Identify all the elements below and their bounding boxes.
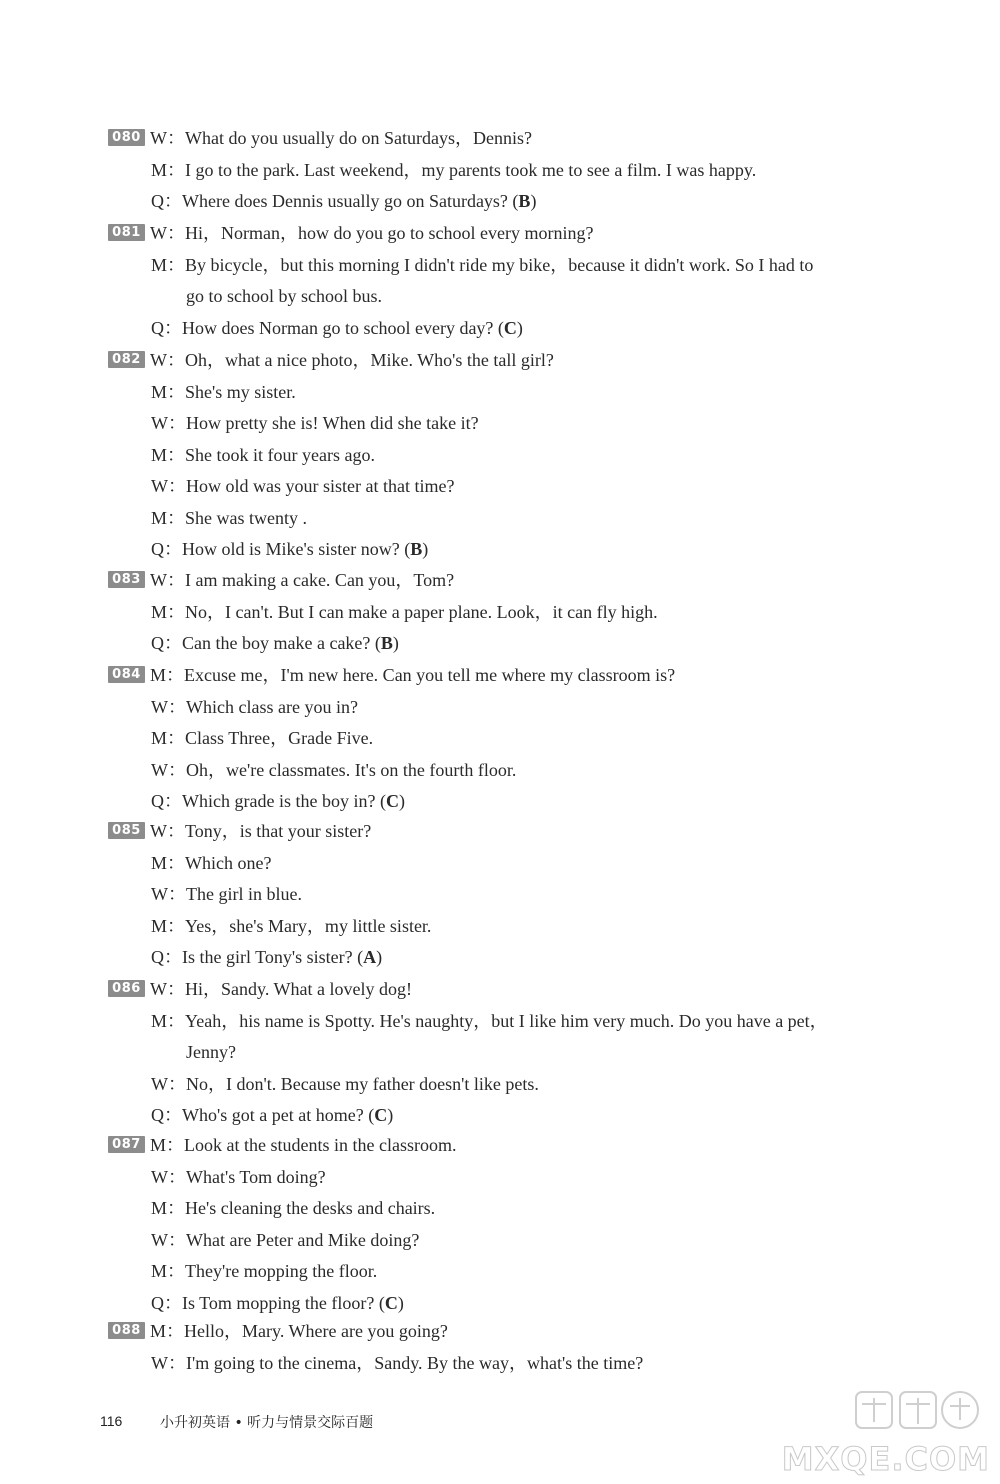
- answer-close-paren: ): [397, 1292, 404, 1313]
- dialogue-line: [151, 190, 536, 212]
- speaker-label: Q：: [151, 1292, 182, 1313]
- speaker-label: Q：: [151, 1105, 182, 1125]
- watermark-url: MXQE.COM: [781, 1440, 990, 1478]
- dialogue-line: [150, 1134, 456, 1156]
- dialogue-line: [151, 254, 813, 276]
- dialogue-text: Excuse me，I'm new here. Can you tell me where my classroom is?: [184, 665, 676, 685]
- speaker-label: Q：: [151, 317, 182, 338]
- dialogue-text: Tony，is that your sister?: [185, 821, 372, 841]
- dialogue-line: [151, 1166, 326, 1188]
- speaker-label: M：: [151, 728, 186, 748]
- dialogue-text: Yes，she's Mary，my little sister.: [185, 915, 432, 936]
- answer-letter: A: [363, 947, 377, 967]
- speaker-label: M：: [151, 852, 186, 873]
- dialogue-line: [151, 1229, 419, 1251]
- dialogue-text: Which grade is the boy in? (: [182, 791, 386, 811]
- dialogue-text: They're mopping the floor.: [185, 1261, 378, 1281]
- speaker-label: W：: [151, 696, 186, 717]
- dialogue-line: [150, 569, 454, 591]
- dialogue-line: [151, 1260, 377, 1282]
- dialogue-text: She was twenty .: [185, 507, 307, 528]
- dialogue-line: [150, 978, 412, 1000]
- speaker-label: M：: [151, 1010, 186, 1031]
- dialogue-line: [151, 381, 296, 403]
- answer-letter: C: [374, 1105, 388, 1125]
- speaker-label: M：: [151, 381, 186, 402]
- speaker-label: M：: [151, 1198, 186, 1218]
- speaker-label: W：: [151, 413, 186, 433]
- item-number-badge: 087: [108, 1136, 145, 1153]
- dialogue-line: [151, 507, 307, 529]
- speaker-label: W：: [150, 821, 185, 841]
- dialogue-line: [151, 852, 271, 874]
- dialogue-line: [151, 915, 431, 937]
- speaker-label: W：: [151, 1352, 186, 1373]
- answer-letter: B: [380, 633, 393, 653]
- dialogue-line: [151, 159, 756, 181]
- dialogue-text: Where does Dennis usually go on Saturdays? (: [182, 191, 519, 211]
- dialogue-text: She took it four years ago.: [185, 444, 375, 465]
- dialogue-line: [150, 349, 554, 371]
- speaker-label: Q：: [151, 633, 182, 653]
- dialogue-line: [151, 475, 454, 497]
- answer-letter: C: [384, 1292, 398, 1313]
- answer-close-paren: ): [530, 191, 537, 211]
- dialogue-text: What's Tom doing?: [186, 1166, 326, 1187]
- dialogue-text: Is Tom mopping the floor? (: [182, 1292, 385, 1313]
- dialogue-line: [186, 1041, 236, 1063]
- item-number-badge: 081: [108, 224, 145, 241]
- dialogue-line: [151, 317, 523, 339]
- dialogue-text: What do you usually do on Saturdays，Dennis?: [185, 128, 532, 148]
- dialogue-text: No，I can't. But I can make a paper plane. Look，it can fly high.: [185, 601, 658, 622]
- dialogue-text: How pretty she is! When did she take it?: [186, 413, 479, 433]
- item-number-badge: 083: [108, 571, 145, 588]
- page-number: 116: [100, 1413, 123, 1429]
- speaker-label: Q：: [151, 791, 182, 811]
- answer-letter: B: [410, 539, 423, 559]
- speaker-label: Q：: [151, 191, 182, 211]
- speaker-label: M：: [151, 915, 186, 936]
- item-number-badge: 085: [108, 822, 145, 839]
- dialogue-text: He's cleaning the desks and chairs.: [185, 1198, 436, 1218]
- dialogue-line: [150, 127, 532, 149]
- dialogue-text: I'm going to the cinema，Sandy. By the way，what's the time?: [186, 1352, 644, 1373]
- dialogue-text: Hi，Norman，how do you go to school every morning?: [185, 223, 594, 243]
- dialogue-text: Look at the students in the classroom.: [184, 1135, 457, 1155]
- speaker-label: W：: [151, 1166, 186, 1187]
- dialogue-line: [151, 601, 658, 623]
- speaker-label: W：: [150, 128, 185, 148]
- dialogue-text: How does Norman go to school every day? (: [182, 317, 504, 338]
- answer-close-paren: ): [376, 947, 383, 967]
- dialogue-line: [151, 696, 358, 718]
- dialogue-text: How old is Mike's sister now? (: [182, 539, 411, 559]
- speaker-label: W：: [151, 1229, 186, 1250]
- book-title: 小升初英语 • 听力与情景交际百题: [160, 1415, 374, 1431]
- dialogue-line: [186, 285, 382, 307]
- dialogue-text: Jenny?: [186, 1042, 236, 1062]
- dialogue-line: [151, 727, 373, 749]
- dialogue-line: [151, 1352, 643, 1374]
- answer-letter: B: [518, 191, 531, 211]
- speaker-label: M：: [151, 1261, 186, 1281]
- speaker-label: M：: [150, 665, 185, 685]
- speaker-label: M：: [151, 507, 186, 528]
- answer-close-paren: ): [516, 317, 523, 338]
- dialogue-line: [151, 759, 516, 781]
- dialogue-text: Hi，Sandy. What a lovely dog!: [185, 979, 412, 999]
- dialogue-line: [150, 664, 675, 686]
- dialogue-text: Which class are you in?: [186, 696, 358, 717]
- dialogue-line: [151, 1010, 828, 1032]
- speaker-label: W：: [150, 979, 185, 999]
- dialogue-text: The girl in blue.: [186, 884, 302, 904]
- item-number-badge: 086: [108, 980, 145, 997]
- item-number-badge: 082: [108, 351, 145, 368]
- speaker-label: Q：: [151, 539, 182, 559]
- item-number-badge: 084: [108, 666, 145, 683]
- answer-close-paren: ): [392, 633, 399, 653]
- item-number-badge: 088: [108, 1322, 145, 1339]
- item-number-badge: 080: [108, 129, 145, 146]
- dialogue-text: Who's got a pet at home? (: [182, 1105, 375, 1125]
- speaker-label: W：: [151, 1073, 186, 1094]
- dialogue-text: Yeah，his name is Spotty. He's naughty，but I like him very much. Do you have a pet，: [185, 1010, 828, 1031]
- dialogue-text: Can the boy make a cake? (: [182, 633, 381, 653]
- answer-close-paren: ): [398, 791, 405, 811]
- dialogue-text: I go to the park. Last weekend，my parents took me to see a film. I was happy.: [185, 159, 757, 180]
- dialogue-text: What are Peter and Mike doing?: [186, 1229, 420, 1250]
- answer-close-paren: ): [387, 1105, 394, 1125]
- speaker-label: W：: [151, 884, 186, 904]
- speaker-label: M：: [151, 601, 186, 622]
- dialogue-text: Which one?: [185, 852, 272, 873]
- dialogue-text: Oh，we're classmates. It's on the fourth floor.: [186, 759, 517, 780]
- dialogue-text: She's my sister.: [185, 381, 296, 402]
- dialogue-line: [151, 790, 405, 812]
- dialogue-line: [151, 412, 479, 434]
- speaker-label: M：: [151, 444, 186, 465]
- answer-letter: C: [503, 317, 517, 338]
- speaker-label: W：: [151, 759, 186, 780]
- speaker-label: W：: [150, 350, 185, 370]
- dialogue-line: [151, 1197, 435, 1219]
- speaker-label: W：: [150, 223, 185, 243]
- answer-letter: C: [385, 791, 399, 811]
- dialogue-line: [151, 1073, 539, 1095]
- speaker-label: M：: [150, 1135, 185, 1155]
- dialogue-line: [150, 222, 593, 244]
- site-watermark: [781, 1386, 990, 1478]
- dialogue-text: Oh，what a nice photo，Mike. Who's the tall girl?: [185, 350, 554, 370]
- dialogue-line: [151, 1292, 404, 1314]
- dialogue-line: [151, 946, 382, 968]
- speaker-label: M：: [150, 1321, 185, 1341]
- dialogue-text: Class Three，Grade Five.: [185, 728, 374, 748]
- dialogue-line: [151, 1104, 393, 1126]
- speaker-label: Q：: [151, 947, 182, 967]
- dialogue-line: [151, 538, 428, 560]
- dialogue-line: [151, 444, 375, 466]
- dialogue-line: [150, 820, 371, 842]
- dialogue-text: Hello，Mary. Where are you going?: [184, 1321, 448, 1341]
- dialogue-text: I am making a cake. Can you，Tom?: [185, 570, 455, 590]
- dialogue-text: Is the girl Tony's sister? (: [182, 947, 364, 967]
- dialogue-line: [151, 632, 399, 654]
- watermark-logo-icon: [800, 1386, 990, 1446]
- speaker-label: M：: [151, 159, 186, 180]
- dialogue-line: [150, 1320, 448, 1342]
- speaker-label: W：: [151, 476, 186, 496]
- dialogue-text: How old was your sister at that time?: [186, 476, 455, 496]
- dialogue-text: go to school by school bus.: [186, 286, 382, 306]
- answer-close-paren: ): [422, 539, 429, 559]
- dialogue-line: [151, 883, 302, 905]
- dialogue-text: No，I don't. Because my father doesn't like pets.: [186, 1073, 539, 1094]
- speaker-label: M：: [151, 254, 186, 275]
- dialogue-text: By bicycle，but this morning I didn't ride my bike，because it didn't work. So I had to: [185, 254, 814, 275]
- speaker-label: W：: [150, 570, 185, 590]
